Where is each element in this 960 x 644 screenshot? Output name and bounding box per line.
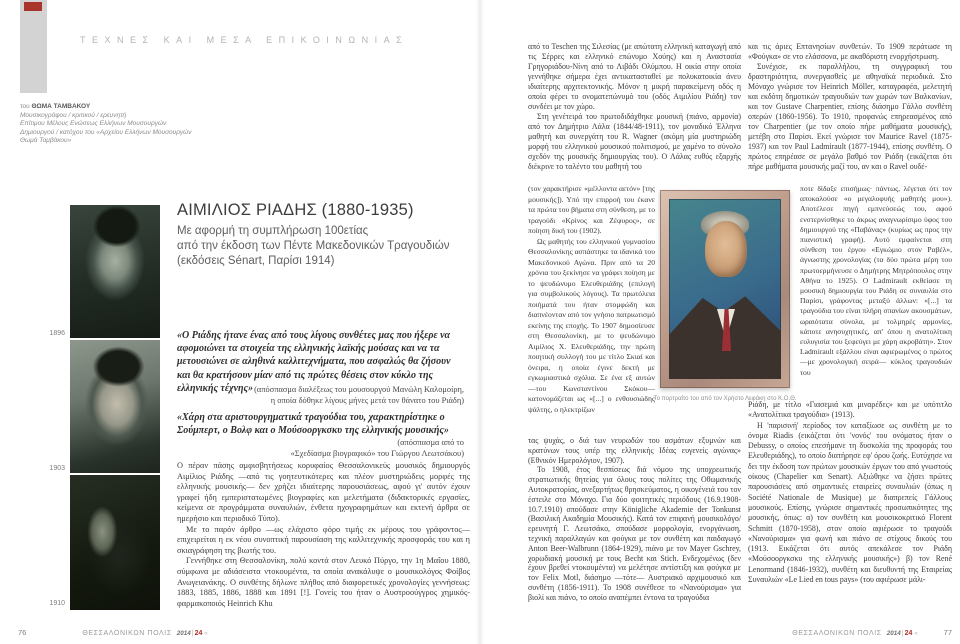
photo-year-label: 1896	[49, 330, 65, 337]
pull-quote-kalomiris: «Ο Ριάδης ήτανε ένας από τους λίγους συνθέτες μας που ήξερε να αφομοιώνει τα στοιχεία της ελληνικής λαϊκής μούσας και να τα μετουσιώνει σε αληθινά καλλιτεχνήματα, που ασφαλώς θα ζήσουν και θα κρατήσουν μίαν από τις πρώτες θέσεις στον κύκλο της ελληνικής τέχνης»	[177, 330, 451, 394]
left-page-body-text	[177, 461, 470, 611]
body-paragraph: Με το παρόν άρθρο —ως ελάχιστο φόρο τιμής εκ μέρους του γράφοντος— επιχειρείται η εκ νέου συνοπτική παρουσίαση της καλλιτεχνικής προσφοράς του και η σκιαγράφηση της βιωτής του.	[177, 524, 470, 555]
body-paragraph: και τις άριες Επτανησίων συνθετών. Το 1909 περάτωσε τη «Φούγκα» σε ντο ελάσσονα, με ακαθόριστη ενορχήστρωση.	[748, 42, 952, 61]
photo-year-label: 1910	[49, 600, 65, 607]
byline-role: Δημιουργού / κατόχου του «Αρχείου Ελλήνων Μουσουργών	[20, 128, 192, 136]
magazine-name: ΘΕΣΣΑΛΟΝΙΚΩΝ ΠΟΛΙΣ	[792, 630, 882, 637]
page-seam	[476, 0, 484, 644]
right-page-footer: ΘΕΣΣΑΛΟΝΙΚΩΝ ΠΟΛΙΣ 2014|24 « 77	[792, 628, 952, 637]
byline-role: Επίτιμου Μέλους Ενώσεως Ελλήνων Μουσουργών	[20, 120, 167, 128]
issue-number: 24	[194, 630, 203, 637]
column1-top-text	[528, 42, 741, 182]
body-paragraph: Το 1908, έτος θεσπίσεως διά νόμου της υποχρεωτικής στρατιωτικής θητείας για όλους τους πολίτες της Οθωμανικής Αυτοκρατορίας, ανεξαρτήτως θρησκεύματος, η οικογένειά του τον έστειλε στο Μόναχο. Για δύο φοιτητικές περιόδους (16.9.1908-10.7.1910) σπούδασε στην Königliche Akademie der Tonkunst (Βασιλική Ακαδημία Μουσικής). Κατά τον επιφανή μουσικολόγο/ερευνητή Γ. Λεωτσάκο, σπούδασε μορφολογία, ενοργάνωση, τεχνική παραλλαγών και φούγκα με τον συνθέτη και παιδαγωγό Anton Beer-Walbrunn (1864-1929), πιάνο με τον Mayer Gschrey, χορωδιακή μουσική με τους Becht και Stich. Ενδεχομένως (δεν έχουν βρεθεί ντοκουμέντα) να μελέτησε αντίστιξη και φούγκα με τον Felix Motl, διάσημο —τότε— Αυστριακό αρχιμουσικό και συνθέτη (1856-1911). Το 1908 συνέθεσε το «Νανούρισμα» για βιολί και πιάνο, το οποίο αναπέμπει έντονα τα τραγούδια	[528, 465, 741, 602]
pull-quote-leotsakos: «Χάρη στα αριστουργηματικά τραγούδια του, χαρακτηρίστηκε ο Σούμπερτ, ο Βολφ και ο Μούσοοργκσκυ της ελληνικής μουσικής»	[177, 412, 449, 437]
body-paragraph: ποτε δίδαξε επισήμως· πάντως, λέγεται ότι τον αποκαλούσε «ο μεγαλοφυής μαθητής μου»). Αποτέλεσε πηγή εμπνεύσεώς του, αφού ενστερνίσθηκε το άκρως αναγνωρίσιμο ύφος του δημιουργού της «Παβάνας» (κυρίως ως προς την πιανιστική γραφή). Αυτό εμφαίνεται στη σύνθεση του έργου «Εγκώμιο στον Ραβέλ», άγνωστης χρονολογίας (τα δύο πρώτα μέρη του πρωτοερμήνευσε ο Δημήτρης Μητρόπουλος στην Αθήνα το 1925). Ο Ladmirault εκθείασε τη μουσική δημιουργία του Ριάδη σε συναυλία στο Παρίσι, γράφοντας μεταξύ άλλων: «[...] τα τραγούδια του είναι πλήρη σπανίων ακουσμάτων, ωραιότατα σύνολα, με τολμηρές αρμονίες, κάποτε ανησυχητικές, απ' όπου η ανατολίτικη ευλυγισία του ξεφεύγει με χάρη ακροβάτη». Στον Ladmirault εξάλλου είναι αφιερωμένος ο πρώτος —με χρονολογική σειρά— κύκλος τραγουδιών του	[800, 184, 952, 377]
footer-marker: «	[204, 631, 208, 637]
subtitle-line: από την έκδοση των Πέντε Μακεδονικών Τραγουδιών	[177, 240, 450, 252]
body-paragraph: από το Teschen της Σιλεσίας (με απώτατη ελληνική καταγωγή από τις Σέρρες και ελληνικό επώνυμο Χούης) και η Αναστασία Γρηγοριάδου-Νίνη από το Λιβάδι Ολύμπου. Η οικία στην οποία γεννήθηκε σήμερα έχει αντικατασταθεί με πολυκατοικία άνευ ιδιαίτερης αρχιτεκτονικής. Μόνον η μικρή παρακείμενη οδός η οποία φέρει το ονοματεπώνυμό του (οδός Αιμιλίου Ριάδη) τον συνδέει με τον χώρο.	[528, 42, 741, 111]
decorative-gray-bar	[20, 0, 47, 93]
body-paragraph: Ριάδη, με τίτλο «Γιασεμιά και μιναρέδες» και με υπότιτλο «Ανατολίτικα τραγούδια» (1913).	[748, 400, 952, 420]
byline-role: Μουσικογράφου / κριτικού / ερευνητή	[20, 111, 127, 119]
left-page-footer: 76 ΘΕΣΣΑΛΟΝΙΚΩΝ ΠΟΛΙΣ 2014|24 «	[18, 628, 208, 637]
quote-attribution: (απόσπασμα διαλέξεως του μουσουργού Μανώλη Καλομοίρη, η οποία δόθηκε λίγους μήνες μετά τον θάνατο του Ριάδη)	[254, 385, 464, 405]
column1-bottom-text	[528, 436, 741, 628]
section-header: ΤΕΧΝΕΣ ΚΑΙ ΜΕΣΑ ΕΠΙΚΟΙΝΩΝΙΑΣ	[80, 35, 409, 45]
page-number: 77	[943, 628, 952, 637]
column2-narrow-text	[800, 184, 952, 398]
portrait-photo-1910	[70, 475, 160, 610]
article-title: ΑΙΜΙΛΙΟΣ ΡΙΑΔΗΣ (1880-1935)	[177, 201, 414, 219]
painting-face	[705, 221, 747, 277]
body-paragraph: Η 'παρισινή' περίοδος τον καταξίωσε ως συνθέτη με το όνομα Riadis (εικάζεται ότι 'νονός' του ονόματος ήταν ο Debussy, ο οποίος επεσήμανε τη δυσκολία της προφοράς του Ελευθεριάδης), το οποίο διατήρησε εφ' όρου ζωής. Ευτύχησε να δει την έκδοση των πρώτων μουσικών έργων του από γνωστούς οίκους (Chapelier και Senart). Αξιώθηκε να ζήσει πρώτες παρουσιάσεις από σημαντικές εταιρείες συναυλιών (όπως η Société Nationale de Musique) με διαπρεπείς Γάλλους μουσικούς. Επίσης, γνώρισε σημαντικές προσωπικότητες της μουσικής, όπως: α) τον συνθέτη και μουσικοκριτικό Florent Schmitt (1870-1958), στον οποίο αφιέρωσε το τραγούδι «Νανούρισμα» για φωνή και πιάνο σε στίχους δικούς του (1913. Εικάζεται ότι αυτός απεκάλεσε τον Ριάδη «Μούσοοργκσκυ της ελληνικής μουσικής») β) τον René Lenormand (1846-1932), συνθέτη και διευθυντή της Εταιρείας Συναυλιών «Le Lied en tous pays» (του αφιέρωσε μάλι-	[748, 420, 952, 585]
quote-attribution: (απόσπασμα από το «Σχεδίασμα βιογραφικό» του Γιώργου Λεωτσάκου)	[290, 438, 464, 458]
column2-top-text	[748, 42, 952, 182]
photo-year-label: 1903	[49, 465, 65, 472]
body-paragraph: Γεννήθηκε στη Θεσσαλονίκη, πολύ κοντά στον Λευκό Πύργο, την 1η Μαΐου 1880, σύμφωνα με αδιάσειστα ντοκουμέντα, τα οποία ανακάλυψε ο μουσικολόγος Φοίβος Ανωγειανάκης. Ο συνθέτης δήλωνε πλήθος από διαφορετικές χρονολογίες γεννήσεως: 1883, 1885, 1886, 1888 και 1891 [!]. Γονείς του ήταν ο Αυστροούγγρος χημικός-φαρμακοποιός Heinrich Khu	[177, 556, 470, 608]
column1-narrow-text	[528, 184, 655, 434]
byline-prefix: του	[20, 103, 30, 110]
magazine-name: ΘΕΣΣΑΛΟΝΙΚΩΝ ΠΟΛΙΣ	[82, 630, 172, 637]
riadis-portrait-painting	[660, 190, 790, 388]
subtitle-line: Με αφορμή τη συμπλήρωση 100ετίας	[177, 225, 369, 237]
subtitle-line: (εκδόσεις Sénart, Παρίσι 1914)	[177, 255, 335, 267]
portrait-photo-1903	[70, 340, 160, 473]
body-paragraph: Ως μαθητής του ελληνικού γυμνασίου Θεσσαλονίκης ασπάστηκε τα ιδανικά του Μακεδονικού Αγώνα. Πριν από τα 20 χρόνια του ξεκίνησε να γράφει ποίηση με το ψευδώνυμο Ελευθεριάδης (επιλογή για συμβολικούς λόγους). Τα πρωτόλεια ποιήματά του ήταν στομφώδη και διαπνέονταν από τον γνήσιο πατριωτισμό εκείνης της εποχής. Το 1907 δημοσίευσε στη Θεσσαλονίκη, με το ψευδώνυμο Αιμίλιος Χ. Ελευθεριάδης, την πρώτη ποιητική συλλογή του με τίτλο Σκιαί και όνειρα, η οποία έγινε δεκτή με εγκωμιαστικά σχόλια. Σε ένα εξ αυτών —του Κωνσταντίνου Σκόκου— κατονομάζεται ως «[...] ο ενθουσιώδης ψάλτης, ο ηλεκτρίζων	[528, 236, 655, 414]
article-subtitle	[177, 224, 477, 269]
body-paragraph: Στη γενέτειρά του πρωτοδιδάχθηκε μουσική (πιάνο, αρμονία) από τον Δημήτριο Λάλα (1844/48-1911), τον μοναδικό Έλληνα μαθητή και συνεργάτη του R. Wagner (ακόμη μία μυστηριώδη μορφή του ελληνικού μουσικού πολιτισμού, με χαμένο το σύνολο σχεδόν της μουσικής δημιουργίας του). Ο Λάλας ευθύς εξαρχής διέκρινε το ταλέντο του μαθητή του	[528, 112, 741, 171]
body-paragraph: τας ψυχάς, ο διά των νευρωδών του ασμάτων εξυμνών και κρατύνων τους υπέρ της ελληνικής Ιδέας ευγενείς αγώνας» (Εθνικόν Ημερολόγιον, 1907).	[528, 436, 741, 465]
byline-name: ΘΩΜΑ ΤΑΜΒΑΚΟΥ	[31, 103, 91, 110]
portrait-photo-1896	[70, 205, 160, 338]
issue-number: 24	[904, 630, 913, 637]
body-paragraph: (τον χαρακτήρισε «μέλλοντα αετόν» [της μουσικής]). Υπό την επιρροή του έκανε τα πρώτα του βήματα στη σύνθεση, με το τραγούδι «Κρίνος και Ζέφυρος», σε ποίηση δική του (1902).	[528, 184, 655, 235]
byline-author	[20, 103, 240, 112]
column2-bottom-text	[748, 400, 952, 626]
painting-canvas	[669, 199, 781, 379]
body-paragraph: Συνέχισε, εκ παραλλήλου, τη συγγραφική του δραστηριότητα, συνεργασθείς με αθηναϊκά περιοδικά. Στο Μόναχο γνώρισε τον Heinrich Möller, καταγραφέα, μελετητή και εκδότη δημοτικών τραγουδιών των χωρών των Βαλκανίων, και τον Gustave Charpentier, επίσης διάσημο Γάλλο συνθέτη οπερών (1860-1956). Το 1910, προφανώς επηρεασμένος από τον Charpentier (με τον οποίο πήρε μαθήματα μουσικής), μετέβη στο Παρίσι. Εκεί γνώρισε τον Maurice Ravel (1875-1937) και τον Paul Ladmirault (1877-1944), επίσης συνθέτη. Ο πρώτος επηρέασε σε μεγάλο βαθμό τον Ριάδη (εικάζεται ότι πήρε μαθήματα μουσικής μαζί του, αν και ο Ravel ουδέ-	[748, 62, 952, 171]
body-paragraph: Ο πέραν πάσης αμφισβητήσεως κορυφαίος Θεσσαλονικεύς μουσικός δημιουργός Αιμίλιος Ριάδης —από τις γοητευτικότερες και πλέον μυστηριώδεις μορφές της ελληνικής μουσικής— δεν χρήζει ιδιαίτερης παρουσιάσεως, αφού γι' αυτόν έχουν γραφεί ήδη εμπεριστατωμένες βιογραφίες και μελετήματα (διδακτορικές εργασίες, κείμενα σε προγράμματα συναυλιών, ένθετα ηχογραφημάτων και εκτενή άρθρα σε ημερήσιο και περιοδικό Τύπο).	[177, 461, 470, 523]
byline-role: Θωμά Ταμβάκου»	[20, 137, 72, 145]
painting-caption: Το πορτραίτο του από τον Χρήστο Λεφάκη στο Κ.Ο.Θ.	[653, 396, 797, 402]
byline	[20, 103, 240, 146]
page-number: 76	[18, 628, 27, 637]
magazine-logo-icon	[24, 2, 42, 11]
footer-marker: «	[914, 631, 918, 637]
